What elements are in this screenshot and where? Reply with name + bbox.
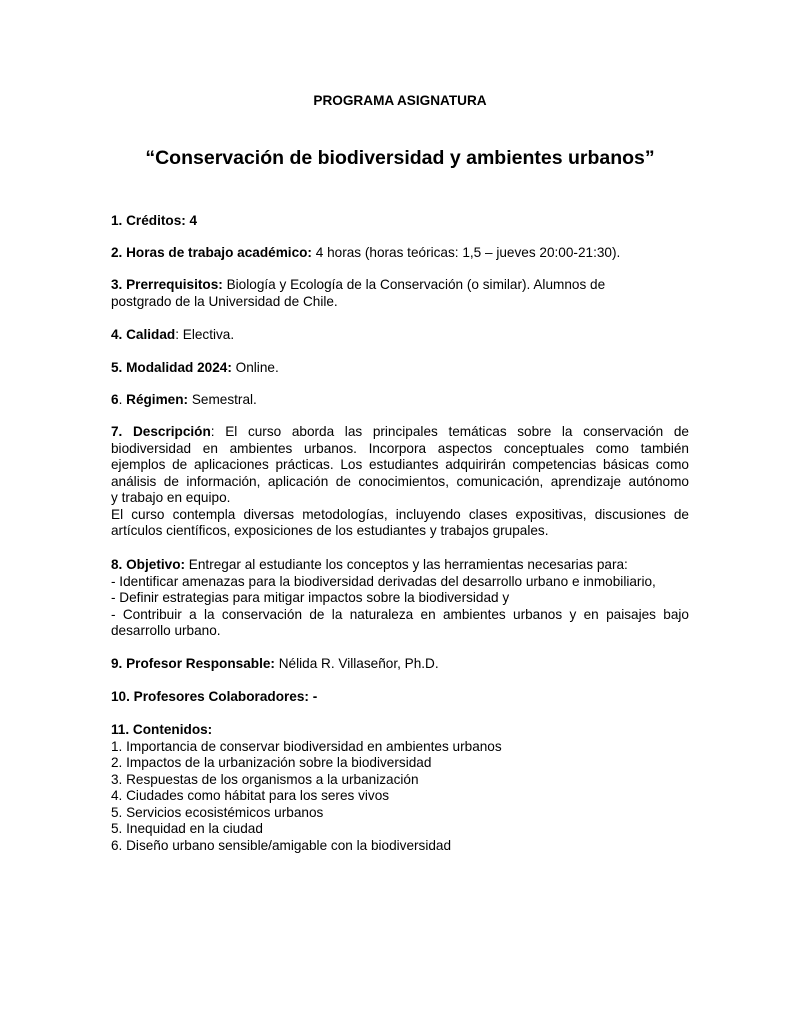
regimen-value: Semestral. xyxy=(188,392,257,407)
prerrequisitos-line1: Biología y Ecología de la Conservación (o similar). Alumnos de xyxy=(222,277,606,292)
calidad-label: 4. Calidad xyxy=(111,327,176,342)
descripcion-line2: biodiversidad en ambientes urbanos. Incorpora aspectos conceptuales como también xyxy=(111,440,689,456)
section-profesor xyxy=(111,656,689,673)
descripcion-line5: y trabajo en equipo. xyxy=(111,490,231,505)
objetivo-item1: - Identificar amenazas para la biodiversidad derivadas del desarrollo urbano e inmobiliario, xyxy=(111,573,656,589)
descripcion-label: 7. Descripción xyxy=(111,424,211,439)
section-calidad xyxy=(111,327,689,344)
section-creditos xyxy=(111,213,689,230)
contenidos-item: 4. Ciudades como hábitat para los seres vivos xyxy=(111,788,390,803)
regimen-dot: . xyxy=(118,392,127,407)
section-objetivo xyxy=(111,557,689,640)
program-heading: PROGRAMA ASIGNATURA xyxy=(313,93,487,108)
descripcion-line6: El curso contempla diversas metodologías, incluyendo clases expositivas, discusiones de xyxy=(111,506,689,522)
objetivo-item3b: desarrollo urbano. xyxy=(111,623,221,638)
modalidad-value: Online. xyxy=(231,360,279,375)
calidad-value: : Electiva. xyxy=(175,327,235,342)
contenidos-item: 5. Inequidad en la ciudad xyxy=(111,821,263,836)
objetivo-item2: - Definir estrategias para mitigar impactos sobre la biodiversidad y xyxy=(111,590,510,605)
regimen-number: 6 xyxy=(111,392,119,407)
contenidos-item: 3. Respuestas de los organismos a la urbanización xyxy=(111,771,419,787)
prerrequisitos-line2: postgrado de la Universidad de Chile. xyxy=(111,293,338,309)
section-horas xyxy=(111,245,689,262)
objetivo-intro: Entregar al estudiante los conceptos y las herramientas necesarias para: xyxy=(185,557,628,572)
section-prerrequisitos xyxy=(111,277,689,310)
descripcion-line3: ejemplos de aplicaciones prácticas. Los estudiantes adquirirán competencias básicas como xyxy=(111,457,689,472)
section-regimen xyxy=(111,392,689,409)
section-descripcion xyxy=(111,424,689,540)
profesor-label: 9. Profesor Responsable: xyxy=(111,656,275,671)
regimen-label: Régimen: xyxy=(126,392,189,407)
section-colaboradores xyxy=(111,689,689,706)
descripcion-line4: análisis de información, aplicación de conocimientos, comunicación, aprendizaje autónomo xyxy=(111,473,689,489)
creditos-label: 1. Créditos: 4 xyxy=(111,213,198,228)
objetivo-item3a: - Contribuir a la conservación de la naturaleza en ambientes urbanos y en paisajes bajo xyxy=(111,606,689,622)
objetivo-label: 8. Objetivo: xyxy=(111,557,186,572)
horas-value: 4 horas (horas teóricas: 1,5 – jueves 20:00-21:30). xyxy=(311,245,621,260)
section-contenidos xyxy=(111,722,689,854)
section-modalidad xyxy=(111,360,689,377)
contenidos-item: 6. Diseño urbano sensible/amigable con la biodiversidad xyxy=(111,837,452,853)
descripcion-line7: artículos científicos, exposiciones de los estudiantes y trabajos grupales. xyxy=(111,523,549,538)
contenidos-item: 2. Impactos de la urbanización sobre la biodiversidad xyxy=(111,755,432,770)
contenidos-item: 5. Servicios ecosistémicos urbanos xyxy=(111,804,324,820)
modalidad-label: 5. Modalidad 2024: xyxy=(111,360,232,375)
profesor-value: Nélida R. Villaseñor, Ph.D. xyxy=(274,656,439,671)
course-title: “Conservación de biodiversidad y ambientes urbanos” xyxy=(145,147,655,169)
contenidos-item: 1. Importancia de conservar biodiversidad en ambientes urbanos xyxy=(111,738,502,754)
contenidos-label: 11. Contenidos: xyxy=(111,722,213,737)
descripcion-line1: : El curso aborda las principales temáticas sobre la conservación de xyxy=(210,424,689,439)
horas-label: 2. Horas de trabajo académico: xyxy=(111,245,312,260)
colaboradores-label: 10. Profesores Colaboradores: - xyxy=(111,689,318,704)
prerrequisitos-label: 3. Prerrequisitos: xyxy=(111,277,223,292)
